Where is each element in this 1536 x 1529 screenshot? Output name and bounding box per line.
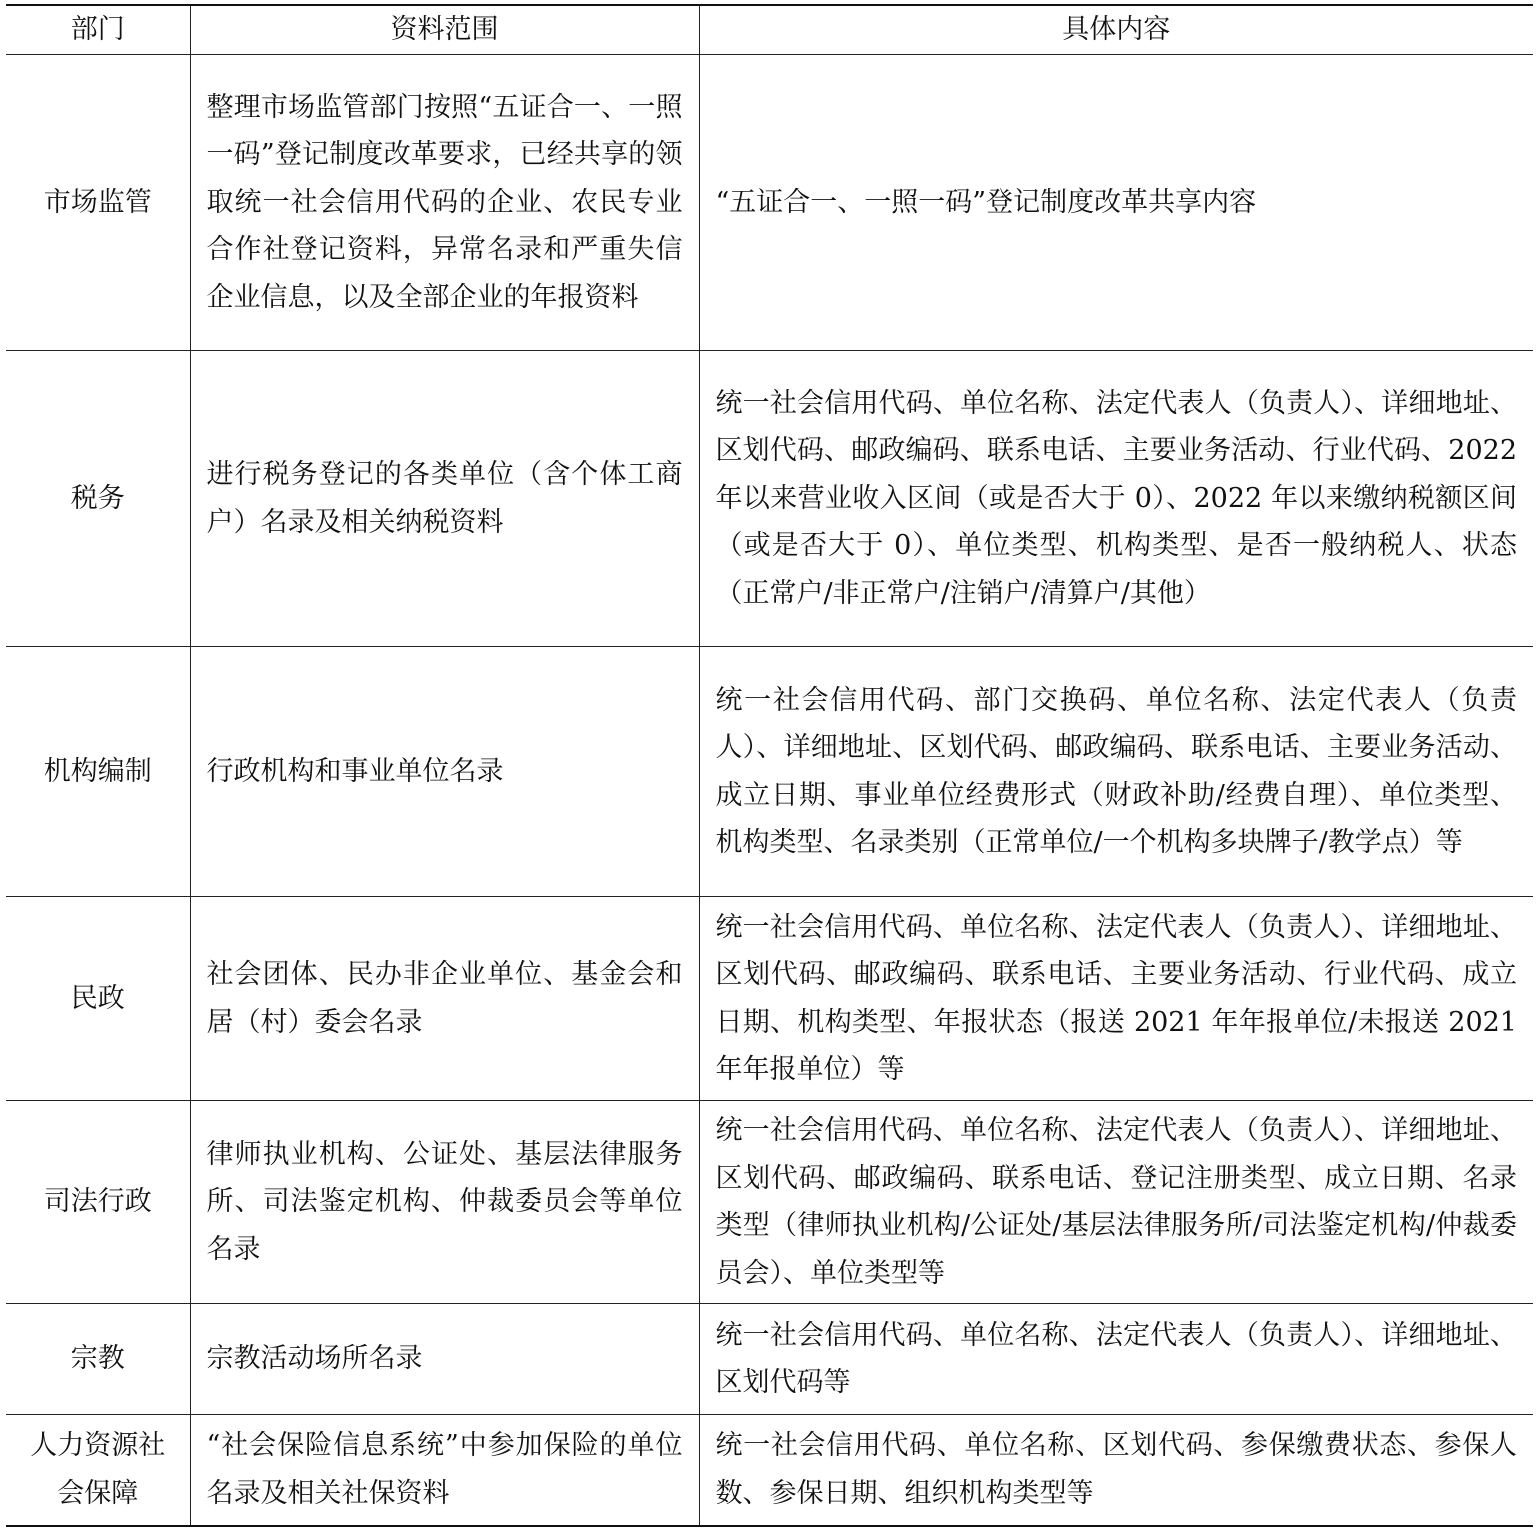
dept-cell: 机构编制 [6,647,190,897]
detail-cell: 统一社会信用代码、单位名称、法定代表人（负责人）、详细地址、区划代码、邮政编码、联系电话、主要业务活动、行业代码、成立日期、机构类型、年报状态（报送 2021 年年报单位/未报送 2021 年年报单位）等 [699,897,1533,1101]
scope-cell: 社会团体、民办非企业单位、基金会和居（村）委会名录 [190,897,699,1101]
header-dept: 部门 [6,5,190,55]
dept-cell: 税务 [6,351,190,647]
detail-cell: 统一社会信用代码、单位名称、法定代表人（负责人）、详细地址、区划代码等 [699,1304,1533,1415]
table-row [6,897,1533,1101]
scope-cell: 进行税务登记的各类单位（含个体工商户）名录及相关纳税资料 [190,351,699,647]
detail-cell: “五证合一、一照一码”登记制度改革共享内容 [699,55,1533,351]
dept-cell: 市场监管 [6,55,190,351]
dept-cell: 民政 [6,897,190,1101]
table-row [6,1304,1533,1415]
detail-cell: 统一社会信用代码、单位名称、法定代表人（负责人）、详细地址、区划代码、邮政编码、联系电话、主要业务活动、行业代码、2022 年以来营业收入区间（或是否大于 0）、2022 年以来缴纳税额区间（或是否大于 0）、单位类型、机构类型、是否一般纳税人、状态（正常户/非正常户/注销户/清算户/其他） [699,351,1533,647]
header-row [6,5,1533,55]
dept-cell: 司法行政 [6,1101,190,1304]
data-sharing-table [6,4,1533,1527]
table-row [6,647,1533,897]
header-detail: 具体内容 [699,5,1533,55]
scope-cell: 整理市场监管部门按照“五证合一、一照一码”登记制度改革要求，已经共享的领取统一社会信用代码的企业、农民专业合作社登记资料，异常名录和严重失信企业信息，以及全部企业的年报资料 [190,55,699,351]
header-scope: 资料范围 [190,5,699,55]
table-row [6,1415,1533,1526]
table-row [6,55,1533,351]
dept-cell: 宗教 [6,1304,190,1415]
scope-cell: 律师执业机构、公证处、基层法律服务所、司法鉴定机构、仲裁委员会等单位名录 [190,1101,699,1304]
detail-cell: 统一社会信用代码、部门交换码、单位名称、法定代表人（负责人）、详细地址、区划代码、邮政编码、联系电话、主要业务活动、成立日期、事业单位经费形式（财政补助/经费自理）、单位类型、机构类型、名录类别（正常单位/一个机构多块牌子/教学点）等 [699,647,1533,897]
scope-cell: “社会保险信息系统”中参加保险的单位名录及相关社保资料 [190,1415,699,1526]
scope-cell: 宗教活动场所名录 [190,1304,699,1415]
table-row [6,351,1533,647]
dept-cell: 人力资源社会保障 [6,1415,190,1526]
scope-cell: 行政机构和事业单位名录 [190,647,699,897]
table-row [6,1101,1533,1304]
detail-cell: 统一社会信用代码、单位名称、法定代表人（负责人）、详细地址、区划代码、邮政编码、联系电话、登记注册类型、成立日期、名录类型（律师执业机构/公证处/基层法律服务所/司法鉴定机构/仲裁委员会）、单位类型等 [699,1101,1533,1304]
detail-cell: 统一社会信用代码、单位名称、区划代码、参保缴费状态、参保人数、参保日期、组织机构类型等 [699,1415,1533,1526]
